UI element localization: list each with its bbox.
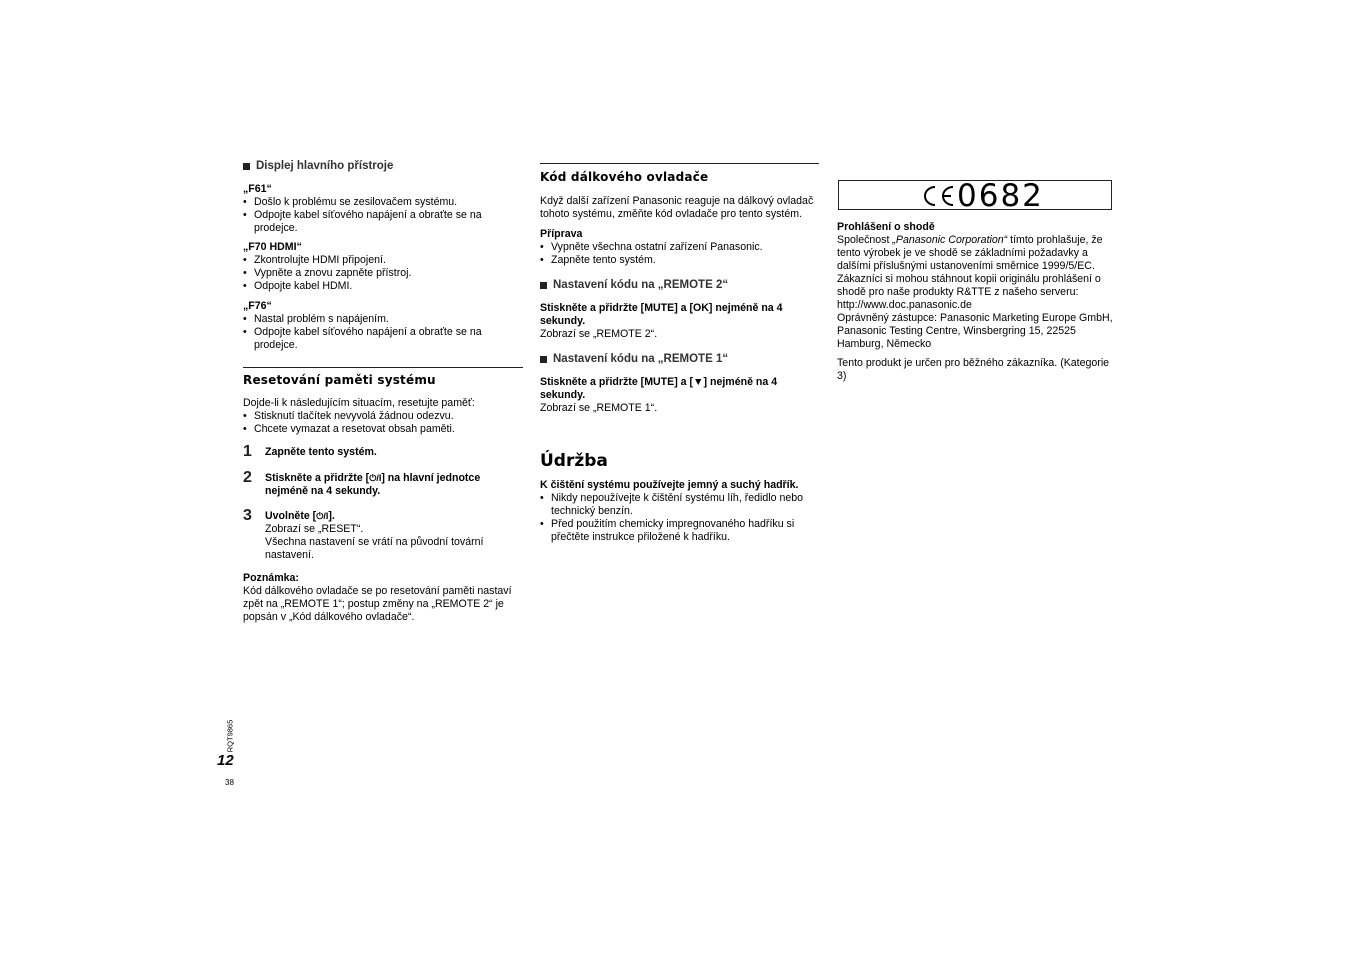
display-heading: Displej hlavního přístroje [243,160,523,173]
reset-conditions [243,410,523,436]
authorized-representative: Oprávněný zástupce: Panasonic Marketing Europe GmbH, [837,312,1113,324]
step-number: 2 [243,469,252,486]
maintenance-instruction: K čištění systému používejte jemný a suchý hadřík. [540,479,799,491]
list-item: • Vypněte a znovu zapněte přístroj. [243,267,523,280]
note-text: Kód dálkového ovladače se po resetování paměti nastaví zpět na „REMOTE 1“; postup změny na „REMOTE 2“ je popsán v „Kód dálkového ovladače“. [243,585,512,623]
step-2 [243,470,523,498]
list-item: • Zkontrolujte HDMI připojení. [243,254,523,267]
list-item: • Stisknutí tlačítek nevyvolá žádnou odezvu. [243,410,523,423]
remote2-instruction: Stiskněte a přidržte [MUTE] a [OK] nejméně na 4 sekundy. [540,302,783,327]
step-text: Stiskněte a přidržte [⏻/I] na hlavní jednotce nejméně na 4 sekundy. [265,472,481,497]
company-name: „Panasonic Corporation“ [892,234,1008,246]
error-f70 [243,241,523,293]
remote-code-section [540,163,819,415]
step-result: Všechna nastavení se vrátí na původní tovární nastavení. [265,536,484,561]
maintenance-section [540,451,819,544]
step-number: 3 [243,507,252,524]
testing-centre: Panasonic Testing Centre, Winsbergring 15, 22525 Hamburg, Německo [837,325,1076,350]
step-text: Uvolněte [⏻/I]. [265,510,335,522]
remote2-heading: Nastavení kódu na „REMOTE 2“ [540,279,819,292]
error-f76 [243,300,523,352]
step-result: Zobrazí se „RESET“. [265,523,364,535]
error-code: „F70 HDMI“ [243,241,302,253]
square-bullet-icon [540,282,547,289]
list-item: • Chcete vymazat a resetovat obsah paměti. [243,423,523,436]
error-list [243,196,523,235]
document-code: RQT9865 [225,719,235,753]
page-sub-number: 38 [225,778,234,787]
maintenance-list [540,492,819,544]
ce-notified-body-number: 0682 [957,178,1044,214]
error-list [243,254,523,293]
reset-title: Resetování paměti systému [243,373,436,387]
ce-mark-box [838,178,1112,214]
error-f61 [243,183,523,235]
column-remote-maintenance [540,163,819,544]
list-item: • Odpojte kabel síťového napájení a obraťte se na prodejce. [243,326,523,352]
declaration-url[interactable]: http://www.doc.panasonic.de [837,299,972,311]
maintenance-title: Údržba [540,451,608,471]
prep-label: Příprava [540,228,583,240]
square-bullet-icon [540,356,547,363]
prep-list [540,241,819,267]
list-item: • Nastal problém s napájením. [243,313,523,326]
remote-code-title: Kód dálkového ovladače [540,170,709,184]
list-item: • Odpojte kabel HDMI. [243,280,523,293]
remote1-heading: Nastavení kódu na „REMOTE 1“ [540,353,819,366]
note-label: Poznámka: [243,572,299,584]
error-code: „F61“ [243,183,272,195]
column-display-reset [243,160,523,624]
step-3 [243,508,523,562]
declaration-text: Společnost „Panasonic Corporation“ tímto prohlašuje, že tento výrobek je ve shodě se základními požadavky a dalšími příslušnými ustanoveními směrnice 1999/5/EC. [837,234,1103,272]
list-item: • Zapněte tento systém. [540,254,819,267]
error-code: „F76“ [243,300,272,312]
list-item: • Odpojte kabel síťového napájení a obraťte se na prodejce. [243,209,523,235]
remote-intro: Když další zařízení Panasonic reaguje na dálkový ovladač tohoto systému, změňte kód ovladače pro tento systém. [540,195,814,220]
square-bullet-icon [243,163,250,170]
ce-mark-icon [919,181,959,211]
step-number: 1 [243,443,252,460]
step-text: Zapněte tento systém. [265,446,377,458]
reset-intro: Dojde-li k následujícím situacím, resetujte paměť: [243,397,475,409]
remote1-instruction: Stiskněte a přidržte [MUTE] a [▼] nejméně na 4 sekundy. [540,376,778,401]
list-item: • Před použitím chemicky impregnovaného hadříku si přečtěte instrukce přiložené k hadříku. [540,518,819,544]
consumer-category: Tento produkt je určen pro běžného zákazníka. (Kategorie 3) [837,357,1110,382]
list-item: • Nikdy nepoužívejte k čištění systému líh, ředidlo nebo technický benzín. [540,492,819,518]
declaration-copy: Zákazníci si mohou stáhnout kopii originálu prohlášení o shodě pro naše produkty R&TTE z našeho serveru: [837,273,1101,298]
declaration-title: Prohlášení o shodě [837,221,935,233]
step-1 [243,444,523,460]
list-item: • Vypněte všechna ostatní zařízení Panasonic. [540,241,819,254]
remote1-result: Zobrazí se „REMOTE 1“. [540,402,658,414]
error-list [243,313,523,352]
column-declaration [837,221,1115,383]
power-icon: ⏻/I [369,473,382,483]
reset-section [243,367,523,624]
remote2-result: Zobrazí se „REMOTE 2“. [540,328,658,340]
power-icon: ⏻/I [316,511,329,521]
page-number: 12 [217,752,234,769]
list-item: • Došlo k problému se zesilovačem systému. [243,196,523,209]
